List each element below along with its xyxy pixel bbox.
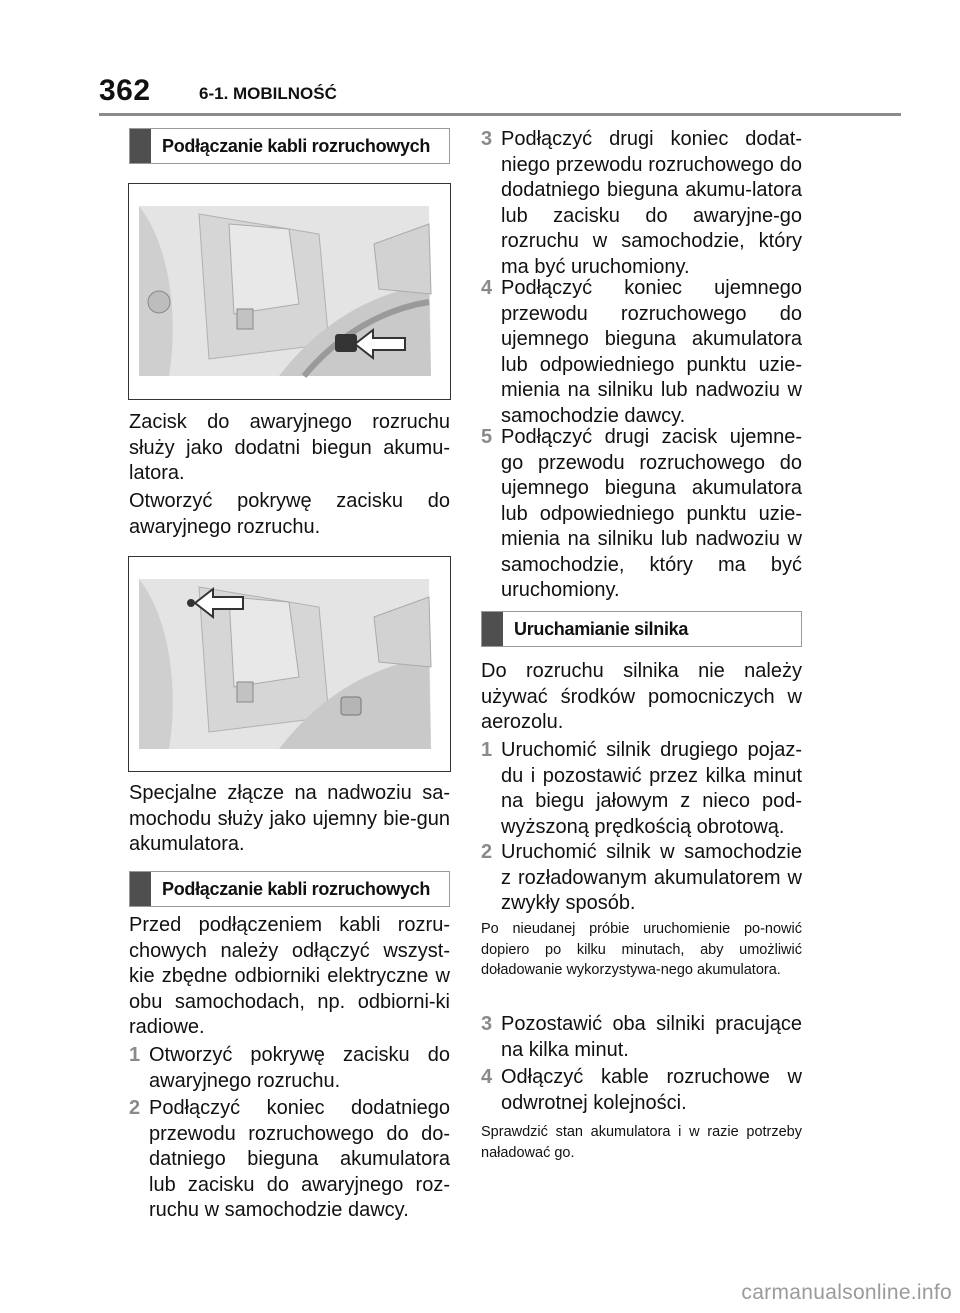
figure-positive-terminal — [128, 183, 451, 400]
watermark: carmanualsonline.info — [741, 1281, 952, 1304]
caption-positive-terminal: Zacisk do awaryjnego rozruchu służy jako dodatni biegun akumu-latora. — [129, 411, 450, 484]
step-item — [481, 127, 802, 280]
step-text: Otworzyć pokrywę zacisku do awaryjnego rozruchu. — [149, 1044, 450, 1092]
header-rule — [99, 113, 901, 116]
section-heading-text: Uruchamianie silnika — [514, 618, 689, 639]
step-text: Odłączyć kable rozruchowe w odwrotnej kolejności. — [501, 1066, 802, 1114]
caption-open-cover: Otworzyć pokrywę zacisku do awaryjnego rozruchu. — [129, 490, 450, 538]
step-number: 4 — [481, 277, 493, 299]
step-item — [129, 1043, 450, 1094]
step-text: Pozostawić oba silniki pracujące na kilka minut. — [501, 1013, 802, 1061]
step-number: 1 — [481, 739, 493, 761]
intro-paragraph: Do rozruchu silnika nie należy używać środków pomocniczych w aerozolu. — [481, 660, 802, 733]
note-text: Sprawdzić stan akumulatora i w razie potrzeby naładować go. — [481, 1124, 802, 1161]
chapter-title: 6-1. MOBILNOŚĆ — [199, 84, 337, 103]
caption-negative-terminal: Specjalne złącze na nadwoziu sa-mochodu służy jako ujemny bie-gun akumulatora. — [129, 782, 450, 855]
page-number: 362 — [99, 74, 151, 107]
step-number: 2 — [481, 841, 493, 863]
step-text: Podłączyć drugi koniec dodat-niego przewodu rozruchowego do dodatniego bieguna akumu-latora lub zacisku do awaryjne-go rozruchu w samochodzie, który ma być uruchomiony. — [501, 128, 802, 278]
step-item — [129, 1096, 450, 1224]
note-text: Po nieudanej próbie uruchomienie po-nowić dopiero po kilku minutach, aby umożliwić doładowanie wykorzystywa-nego akumulatora. — [481, 921, 802, 978]
heading-bar — [130, 129, 151, 163]
intro-paragraph: Przed podłączeniem kabli rozru-chowych należy odłączyć wszyst-kie zbędne odbiorniki elektryczne w obu samochodach, np. odbiorni-ki radiowe. — [129, 914, 450, 1038]
step-item — [481, 840, 802, 917]
step-text: Uruchomić silnik w samochodzie z rozładowanym akumulatorem w zwykły sposób. — [501, 841, 802, 914]
step-item — [481, 276, 802, 429]
section-heading-connect-2 — [129, 871, 450, 907]
step-number: 1 — [129, 1044, 141, 1066]
heading-bar — [130, 872, 151, 906]
step-item — [481, 1012, 802, 1063]
section-heading-text: Podłączanie kabli rozruchowych — [162, 878, 431, 899]
figure-negative-terminal — [128, 556, 451, 772]
step-number: 4 — [481, 1066, 493, 1088]
step-number: 5 — [481, 426, 493, 448]
step-number: 2 — [129, 1097, 141, 1119]
step-number: 3 — [481, 1013, 493, 1035]
step-text: Uruchomić silnik drugiego pojaz-du i pozostawić przez kilka minut na biegu jałowym z nieco pod-wyższoną prędkością obrotową. — [501, 739, 802, 838]
heading-bar — [482, 612, 503, 646]
step-number: 3 — [481, 128, 493, 150]
section-heading-start-engine — [481, 611, 802, 647]
step-item — [481, 1065, 802, 1116]
step-item — [481, 425, 802, 604]
section-heading-text: Podłączanie kabli rozruchowych — [162, 135, 431, 156]
step-text: Podłączyć drugi zacisk ujemne-go przewodu rozruchowego do ujemnego bieguna akumulatora lub odpowiedniego punktu uzie-mienia na silniku lub nadwoziu w samochodzie, który ma być uruchomiony. — [501, 426, 802, 601]
step-text: Podłączyć koniec dodatniego przewodu rozruchowego do do-datniego bieguna akumulatora lub zacisku do awaryjnego roz-ruchu w samochodzie dawcy. — [149, 1097, 450, 1221]
step-text: Podłączyć koniec ujemnego przewodu rozruchowego do ujemnego bieguna akumulatora lub odpowiedniego punktu uzie-mienia na silniku lub nadwoziu w samochodzie dawcy. — [501, 277, 802, 427]
step-item — [481, 738, 802, 840]
section-heading-connect-1 — [129, 128, 450, 164]
